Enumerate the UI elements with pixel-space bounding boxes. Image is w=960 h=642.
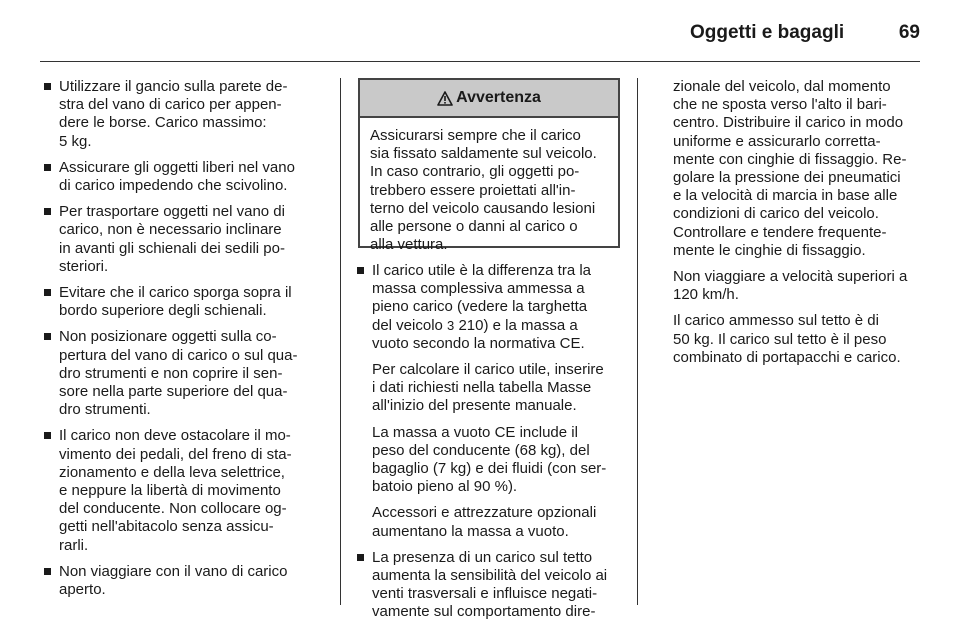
- paragraph: [673, 268, 923, 304]
- paragraph: [673, 312, 923, 367]
- text-line: pertura del vano di carico o sul qua-: [59, 346, 298, 364]
- column-right: [673, 78, 923, 375]
- text-line: vimento dei pedali, del freno di sta-: [59, 445, 292, 463]
- text-line: 120 km/h.: [673, 286, 739, 304]
- text-line: Il carico utile è la differenza tra la: [372, 262, 592, 279]
- text-line: carico, non è necessario inclinare: [59, 221, 282, 239]
- text-line: e la velocità di marcia in base alle: [673, 187, 898, 205]
- text-line: Non viaggiare a velocità superiori a: [673, 268, 908, 286]
- sub-paragraph: [372, 361, 627, 416]
- text-line: sia fissato saldamente sul veicolo.: [370, 145, 597, 163]
- text-line: combinato di portapacchi e carico.: [673, 348, 901, 366]
- header-divider: [40, 61, 920, 62]
- text-line: zionale del veicolo, dal momento: [673, 78, 891, 95]
- text-line: Il carico non deve ostacolare il mo-: [59, 427, 291, 445]
- text-line: sore nella parte superiore del qua-: [59, 383, 288, 401]
- paragraph: [673, 78, 923, 260]
- text-line: mente le cinghie di fissaggio.: [673, 241, 866, 259]
- text-line: aumentano la massa a vuoto.: [372, 522, 569, 540]
- text-line: bordo superiore degli schienali.: [59, 302, 267, 320]
- text-line: 5 kg.: [59, 132, 92, 150]
- text-line: Non posizionare oggetti sulla co-: [59, 328, 277, 346]
- text-line: centro. Distribuire il carico in modo: [673, 114, 904, 132]
- list-item: [42, 159, 328, 195]
- text-line: dro strumenti.: [59, 401, 151, 419]
- text-segment: 210) e la massa a: [454, 316, 578, 334]
- text-line: e neppure la libertà di movimento: [59, 482, 281, 500]
- text-line: vuoto secondo la normativa CE.: [372, 334, 585, 352]
- text-line: uniforme e assicurarlo corretta-: [673, 132, 881, 150]
- warning-box: [358, 78, 620, 254]
- text-line: del conducente. Non collocare og-: [59, 500, 287, 518]
- text-line: zionamento e della leva selettrice,: [59, 463, 285, 481]
- text-line: La massa a vuoto CE include il: [372, 423, 578, 441]
- list-item: [355, 549, 627, 622]
- warning-text: [360, 118, 618, 254]
- text-line: aumenta la sensibilità del veicolo ai: [372, 567, 608, 585]
- warning-header: [360, 80, 618, 118]
- text-line: stra del vano di carico per appen-: [59, 96, 282, 114]
- page-header-title: Oggetti e bagagli: [690, 22, 845, 43]
- text-line: In caso contrario, gli oggetti po-: [370, 163, 580, 181]
- warning-triangle-icon: [437, 91, 453, 106]
- text-line: condizioni di carico del veicolo.: [673, 205, 879, 223]
- column-middle: [355, 262, 627, 630]
- text-line: golare la pressione dei pneumatici: [673, 169, 901, 187]
- text-line: vamente sul comportamento dire-: [372, 603, 596, 621]
- text-line: Non viaggiare con il vano di carico: [59, 562, 288, 580]
- text-line: pieno carico (vedere la targhetta: [372, 298, 588, 316]
- text-line: dere le borse. Carico massimo:: [59, 114, 267, 132]
- page-reference-icon: 3: [447, 317, 455, 333]
- list-item: [42, 203, 328, 276]
- column-left: [42, 78, 328, 607]
- text-line: Per calcolare il carico utile, inserire: [372, 361, 604, 379]
- text-line: alle persone o danni al carico o: [370, 218, 578, 236]
- text-line: peso del conducente (68 kg), del: [372, 441, 590, 459]
- text-line: Controllare e tendere frequente-: [673, 223, 887, 241]
- text-line: bagaglio (7 kg) e dei fluidi (con ser-: [372, 460, 607, 478]
- text-line: Utilizzare il gancio sulla parete de-: [59, 78, 288, 95]
- column-divider-right: [637, 78, 638, 605]
- text-line: 50 kg. Il carico sul tetto è il peso: [673, 330, 887, 348]
- text-line: massa complessiva ammessa a: [372, 280, 585, 298]
- list-item: [42, 563, 328, 599]
- page-number: 69: [898, 22, 920, 43]
- text-line: i dati richiesti nella tabella Masse: [372, 379, 592, 397]
- text-line: [372, 317, 627, 335]
- text-line: aperto.: [59, 581, 106, 599]
- text-line: Assicurarsi sempre che il carico: [370, 127, 581, 144]
- text-line: getti nell'abitacolo senza assicu-: [59, 518, 274, 536]
- text-line: all'inizio del presente manuale.: [372, 397, 577, 415]
- text-line: La presenza di un carico sul tetto: [372, 548, 593, 566]
- text-line: che ne sposta verso l'alto il bari-: [673, 96, 887, 114]
- sub-paragraph: [372, 424, 627, 497]
- list-item: [42, 78, 328, 151]
- text-line: di carico impedendo che scivolino.: [59, 177, 288, 195]
- text-line: mente con cinghie di fissaggio. Re-: [673, 150, 907, 168]
- list-item: [42, 328, 328, 419]
- text-line: Il carico ammesso sul tetto è di: [673, 312, 879, 330]
- list-item: [355, 262, 627, 541]
- sub-paragraph: [372, 504, 627, 540]
- text-line: terno del veicolo causando lesioni: [370, 199, 596, 217]
- text-line: alla vettura.: [370, 236, 448, 254]
- text-line: Assicurare gli oggetti liberi nel vano: [59, 158, 295, 176]
- list-item: [42, 284, 328, 320]
- list-item: [42, 427, 328, 554]
- text-line: rarli.: [59, 536, 89, 554]
- text-line: in avanti gli schienali dei sedili po-: [59, 239, 285, 257]
- text-segment: del veicolo: [372, 316, 448, 334]
- text-line: Per trasportare oggetti nel vano di: [59, 203, 285, 221]
- text-line: trebbero essere proiettati all'in-: [370, 181, 576, 199]
- text-line: dro strumenti e non coprire il sen-: [59, 364, 283, 382]
- text-line: Evitare che il carico sporga sopra il: [59, 284, 292, 302]
- text-line: venti trasversali e influisce negati-: [372, 585, 598, 603]
- column-divider-left: [340, 78, 341, 605]
- text-line: batoio pieno al 90 %).: [372, 478, 518, 496]
- text-line: Accessori e attrezzature opzionali: [372, 504, 597, 522]
- warning-title: Avvertenza: [456, 89, 541, 106]
- text-line: steriori.: [59, 257, 109, 275]
